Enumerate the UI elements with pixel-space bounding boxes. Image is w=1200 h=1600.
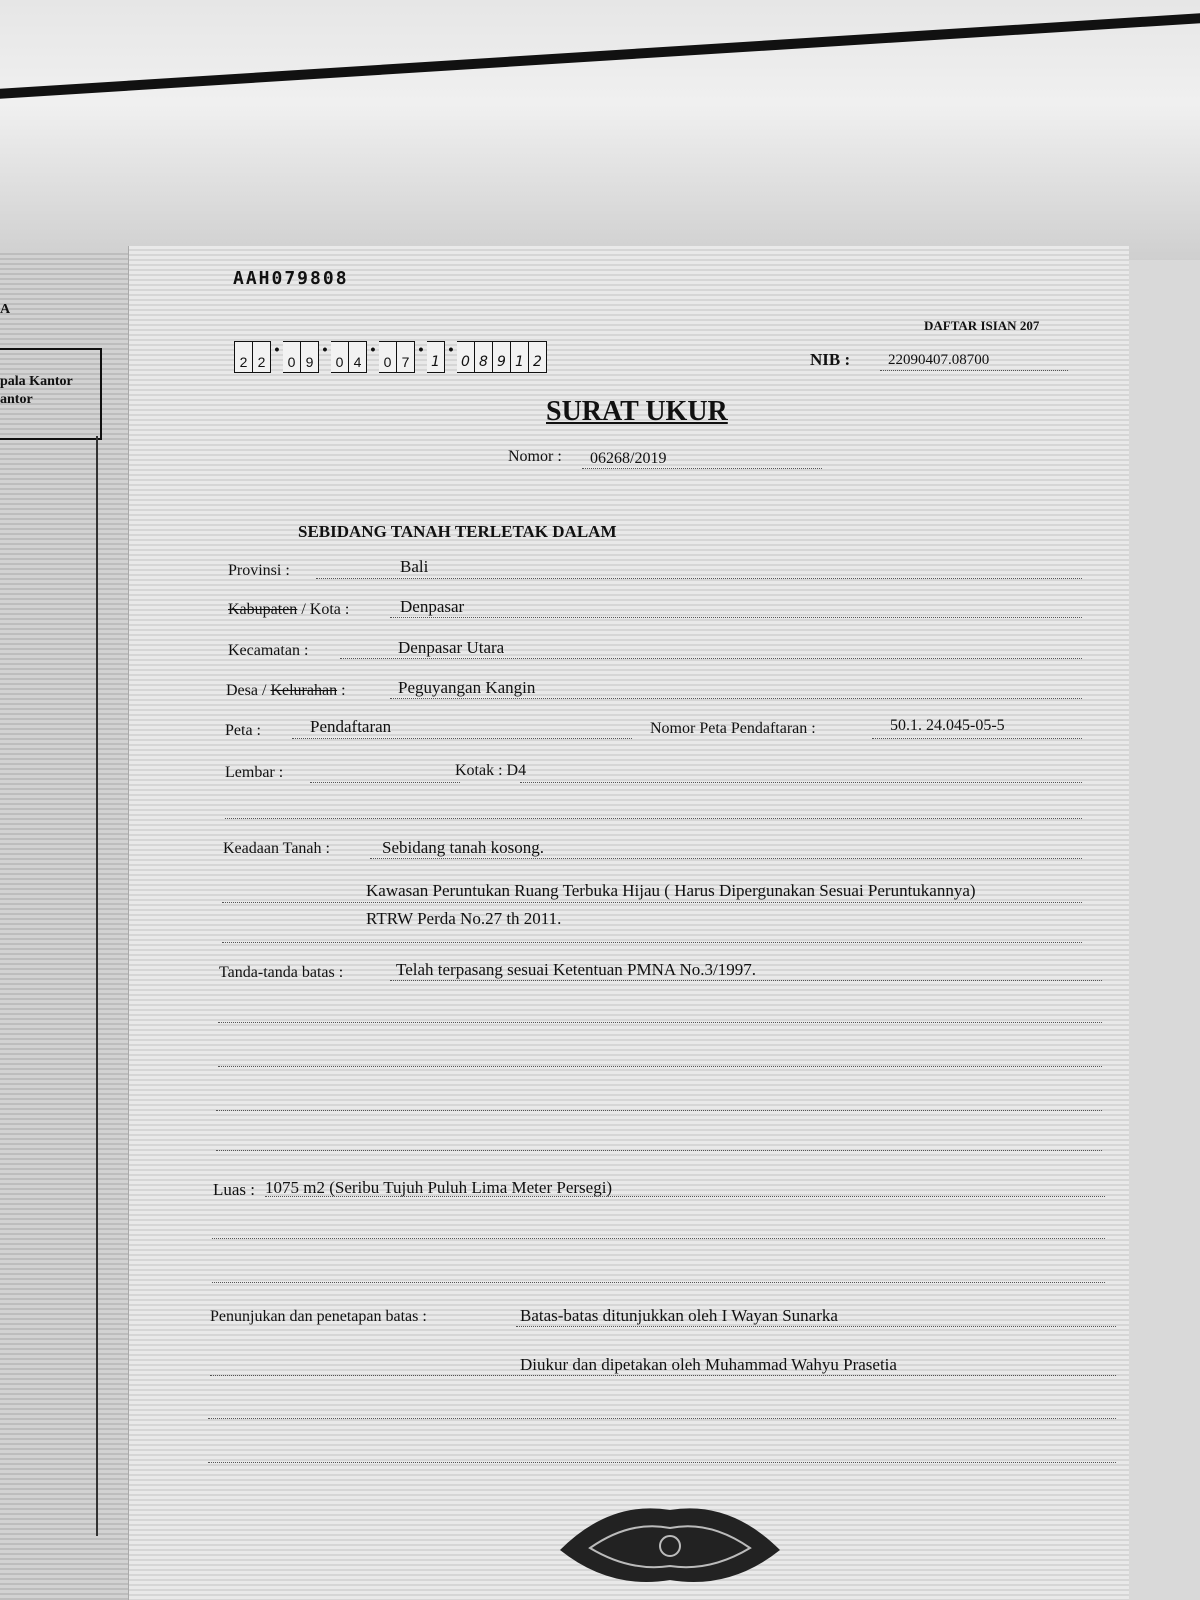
keadaan-line3-rule [222,942,1082,943]
code-separator: • [418,341,424,357]
nomor-peta-label: Nomor Peta Pendaftaran : [650,720,816,737]
keadaan-line2-rule [222,902,1082,903]
kabupaten-line [390,617,1082,618]
desa-text: Desa / [226,682,271,699]
code-digit: 0 [457,341,475,373]
code-digit: 9 [493,341,511,373]
code-digit: 0 [331,341,349,373]
background-surface [0,0,1200,260]
lembar-label: Lembar : [225,764,284,781]
blank-line [212,1282,1105,1283]
luas-line [265,1196,1105,1197]
kecamatan-label: Kecamatan : [228,642,309,659]
kotak-label: Kotak : D4 [455,762,527,779]
batas-value: Telah terpasang sesuai Ketentuan PMNA No.3/1997. [396,960,756,979]
desa-value: Peguyangan Kangin [398,678,536,697]
nib-label: NIB : [810,350,851,369]
penunjukan-label: Penunjukan dan penetapan batas : [210,1308,427,1325]
blank-line [208,1462,1116,1463]
kabupaten-label [228,601,349,619]
lembar-line [310,782,460,783]
keadaan-line3: RTRW Perda No.27 th 2011. [366,909,562,928]
nomor-peta-line [872,738,1082,739]
code-separator: • [274,341,280,357]
blank-line [218,1066,1102,1067]
code-digit: 2 [253,341,271,373]
form-code: DAFTAR ISIAN 207 [924,318,1040,333]
kabupaten-struck: Kabupaten [228,601,298,618]
code-separator: • [448,341,454,357]
code-digit: 1 [511,341,529,373]
blank-line [216,1110,1102,1111]
left-page-line1: pala Kantor [0,374,73,389]
penunjukan-line-1 [516,1326,1116,1327]
desa-line [390,698,1082,699]
keadaan-value: Sebidang tanah kosong. [382,838,544,857]
blank-line [208,1418,1116,1419]
luas-label: Luas : [213,1180,256,1199]
peta-label: Peta : [225,722,261,739]
blank-line [225,818,1082,819]
luas-value: 1075 m2 (Seribu Tujuh Puluh Lima Meter Persegi) [265,1178,613,1197]
nomor-dotted-line [582,468,822,469]
keadaan-line2: Kawasan Peruntukan Ruang Terbuka Hijau ( Harus Dipergunakan Sesuai Peruntukannya) [366,881,976,900]
nomor-value: 06268/2019 [590,450,667,467]
provinsi-label: Provinsi : [228,562,290,579]
ornament-seal [550,1500,790,1590]
serial-number: AAH079808 [233,268,349,289]
desa-colon: : [337,682,346,699]
location-heading: SEBIDANG TANAH TERLETAK DALAM [298,522,617,541]
penunjukan-line-2 [210,1375,1116,1376]
code-digit: 2 [234,341,253,373]
left-page-fragment-top: A [0,302,11,317]
blank-line [216,1150,1102,1151]
document-title: SURAT UKUR [546,396,728,427]
batas-label: Tanda-tanda batas : [219,964,344,981]
code-digit: 0 [283,341,301,373]
blank-line [212,1238,1105,1239]
blank-line [218,1022,1102,1023]
penunjukan-value-2: Diukur dan dipetakan oleh Muhammad Wahyu Prasetia [520,1355,897,1374]
code-digit: 2 [529,341,547,373]
kelurahan-struck: Kelurahan [270,682,338,699]
code-digit: 9 [301,341,319,373]
nib-dotted-line [880,370,1068,371]
parcel-code-boxes [234,341,547,373]
peta-value: Pendaftaran [310,717,392,736]
provinsi-value: Bali [400,557,429,576]
code-digit: 4 [349,341,367,373]
code-digit: 0 [379,341,397,373]
kota-label: / Kota : [297,601,350,618]
kecamatan-value: Denpasar Utara [398,638,505,657]
keadaan-line [370,858,1082,859]
kecamatan-line [340,658,1082,659]
left-page-line2: antor [0,392,33,407]
penunjukan-value-1: Batas-batas ditunjukkan oleh I Wayan Sunarka [520,1306,838,1325]
code-separator: • [370,341,376,357]
keadaan-label: Keadaan Tanah : [223,840,330,857]
batas-line [390,980,1102,981]
nomor-peta-value: 50.1. 24.045-05-5 [890,717,1005,734]
nib-value: 22090407.08700 [888,352,990,368]
code-digit: 8 [475,341,493,373]
code-digit: 7 [397,341,415,373]
provinsi-line [316,578,1082,579]
left-page-column-rule [96,436,98,1536]
nomor-label: Nomor : [508,448,562,465]
code-digit: 1 [427,341,445,373]
desa-label [226,682,346,700]
left-page-box [0,348,102,440]
peta-line [292,738,632,739]
kotak-line [520,782,1082,783]
code-separator: • [322,341,328,357]
kabupaten-value: Denpasar [400,597,465,616]
